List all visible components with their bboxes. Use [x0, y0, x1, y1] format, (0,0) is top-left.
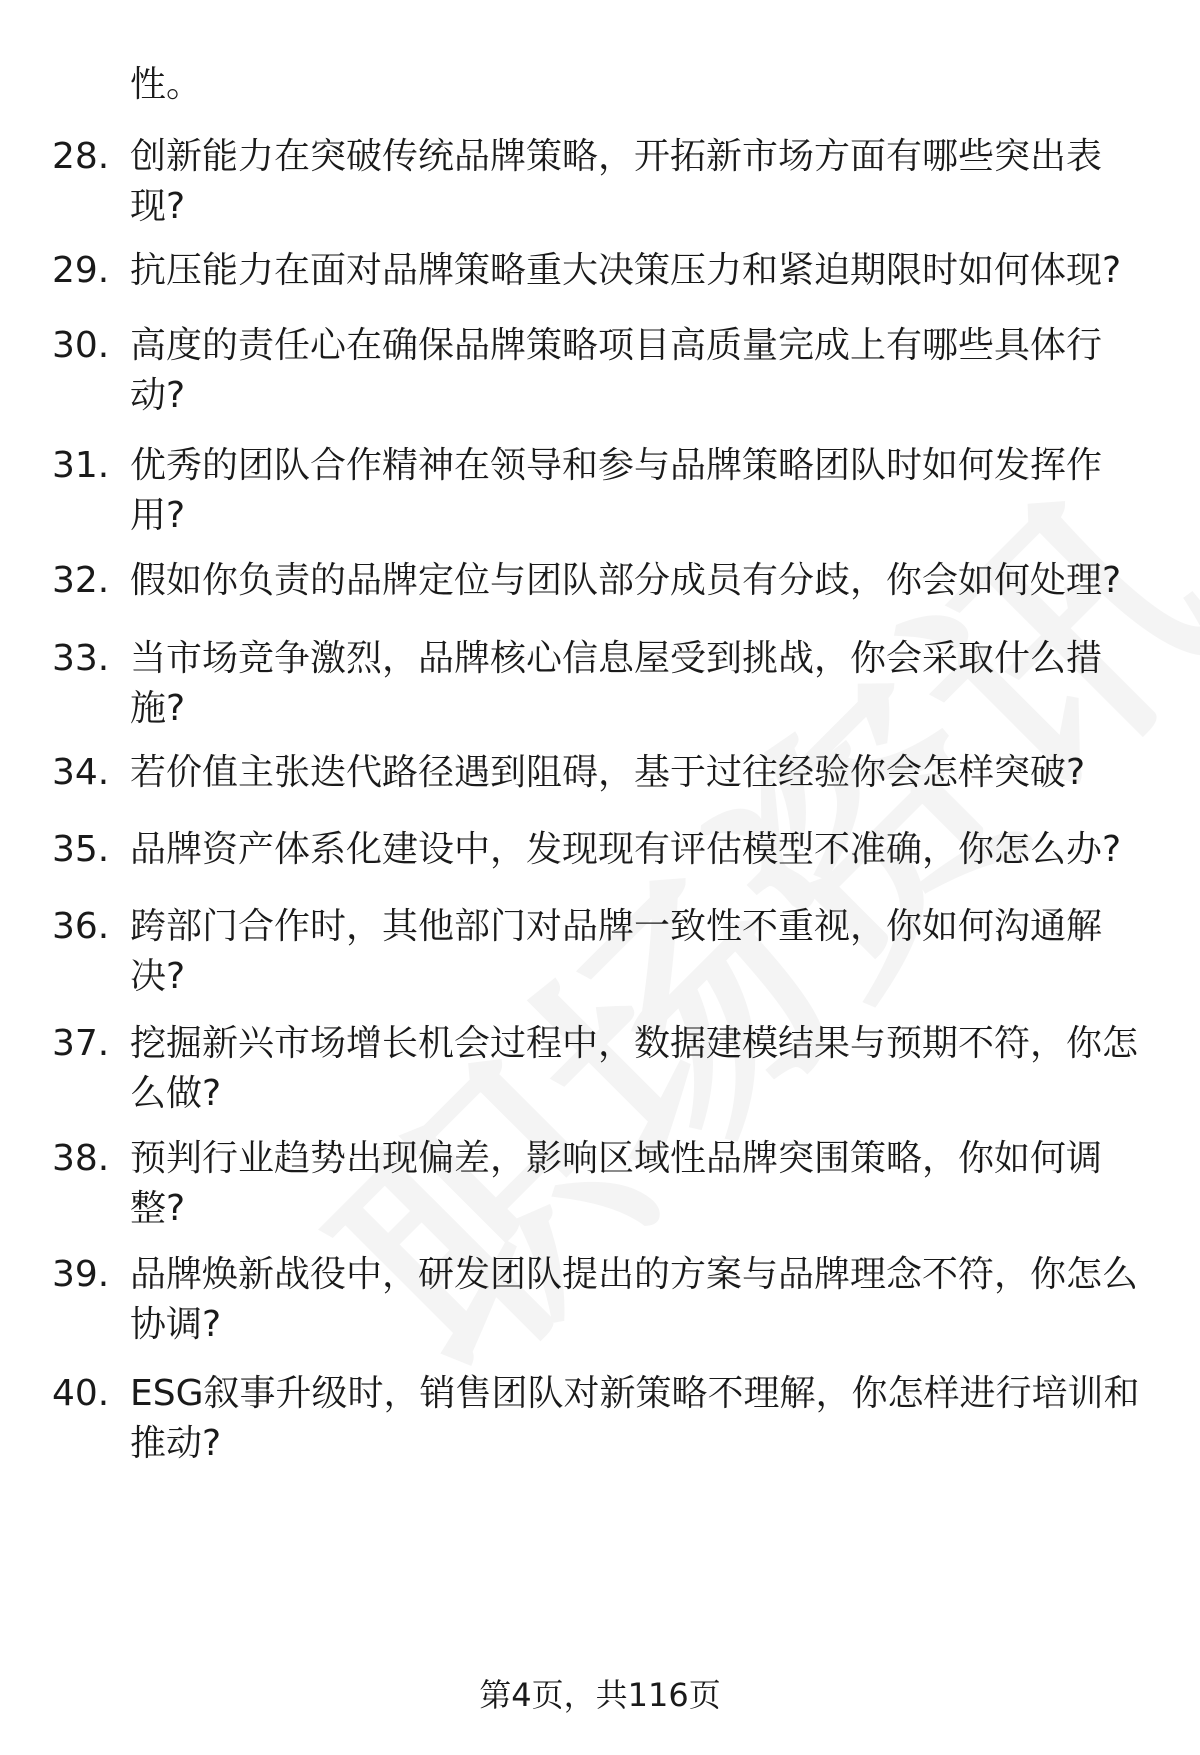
question-text — [130, 634, 1140, 734]
question-number: 34. — [52, 752, 110, 793]
question-line: 优秀的团队合作精神在领导和参与品牌策略团队时如何发挥作 — [130, 445, 1103, 486]
question-number: 35. — [52, 829, 110, 870]
question-line: 跨部门合作时，其他部门对品牌一致性不重视，你如何沟通解 — [130, 906, 1103, 947]
question-line: 高度的责任心在确保品牌策略项目高质量完成上有哪些具体行 — [130, 325, 1103, 366]
question-line: 抗压能力在面对品牌策略重大决策压力和紧迫期限时如何体现? — [130, 250, 1122, 291]
question-text — [130, 748, 1140, 798]
continuation-text: 性。 — [130, 64, 203, 105]
question-number: 33. — [52, 638, 110, 679]
question-text — [130, 902, 1140, 1002]
question-text — [130, 246, 1140, 296]
question-text — [130, 556, 1140, 606]
question-line: 假如你负责的品牌定位与团队部分成员有分歧，你会如何处理? — [130, 560, 1122, 601]
question-text — [130, 1369, 1140, 1469]
question-line: 若价值主张迭代路径遇到阻碍，基于过往经验你会怎样突破? — [130, 752, 1086, 793]
question-number: 39. — [52, 1254, 110, 1295]
question-number: 32. — [52, 560, 110, 601]
question-number: 36. — [52, 906, 110, 947]
question-text — [130, 1019, 1140, 1119]
question-line: 么做? — [130, 1073, 222, 1114]
question-text — [130, 132, 1140, 232]
question-line: 当市场竞争激烈，品牌核心信息屋受到挑战，你会采取什么措 — [130, 638, 1103, 679]
question-line: 品牌焕新战役中，研发团队提出的方案与品牌理念不符，你怎么 — [130, 1254, 1139, 1295]
question-number: 40. — [52, 1373, 110, 1414]
question-number: 37. — [52, 1023, 110, 1064]
question-line: 决? — [130, 956, 186, 997]
question-line: 施? — [130, 688, 186, 729]
question-text — [130, 825, 1140, 875]
question-line: 创新能力在突破传统品牌策略，开拓新市场方面有哪些突出表 — [130, 136, 1103, 177]
question-line: 预判行业趋势出现偏差，影响区域性品牌突围策略，你如何调 — [130, 1138, 1103, 1179]
question-number: 29. — [52, 250, 110, 291]
question-text — [130, 1134, 1140, 1234]
question-line: ESG叙事升级时，销售团队对新策略不理解，你怎样进行培训和 — [130, 1373, 1140, 1414]
question-line: 整? — [130, 1188, 186, 1229]
question-line: 用? — [130, 495, 186, 536]
question-text — [130, 441, 1140, 541]
question-number: 38. — [52, 1138, 110, 1179]
question-line: 协调? — [130, 1304, 222, 1345]
question-line: 品牌资产体系化建设中，发现现有评估模型不准确，你怎么办? — [130, 829, 1122, 870]
question-text — [130, 321, 1140, 421]
question-line: 现? — [130, 186, 186, 227]
question-line: 挖掘新兴市场增长机会过程中，数据建模结果与预期不符，你怎 — [130, 1023, 1139, 1064]
question-text — [130, 1250, 1140, 1350]
page-footer: 第4页，共116页 — [479, 1676, 721, 1714]
question-number: 30. — [52, 325, 110, 366]
question-line: 动? — [130, 375, 186, 416]
question-line: 推动? — [130, 1423, 222, 1464]
question-number: 28. — [52, 136, 110, 177]
question-number: 31. — [52, 445, 110, 486]
